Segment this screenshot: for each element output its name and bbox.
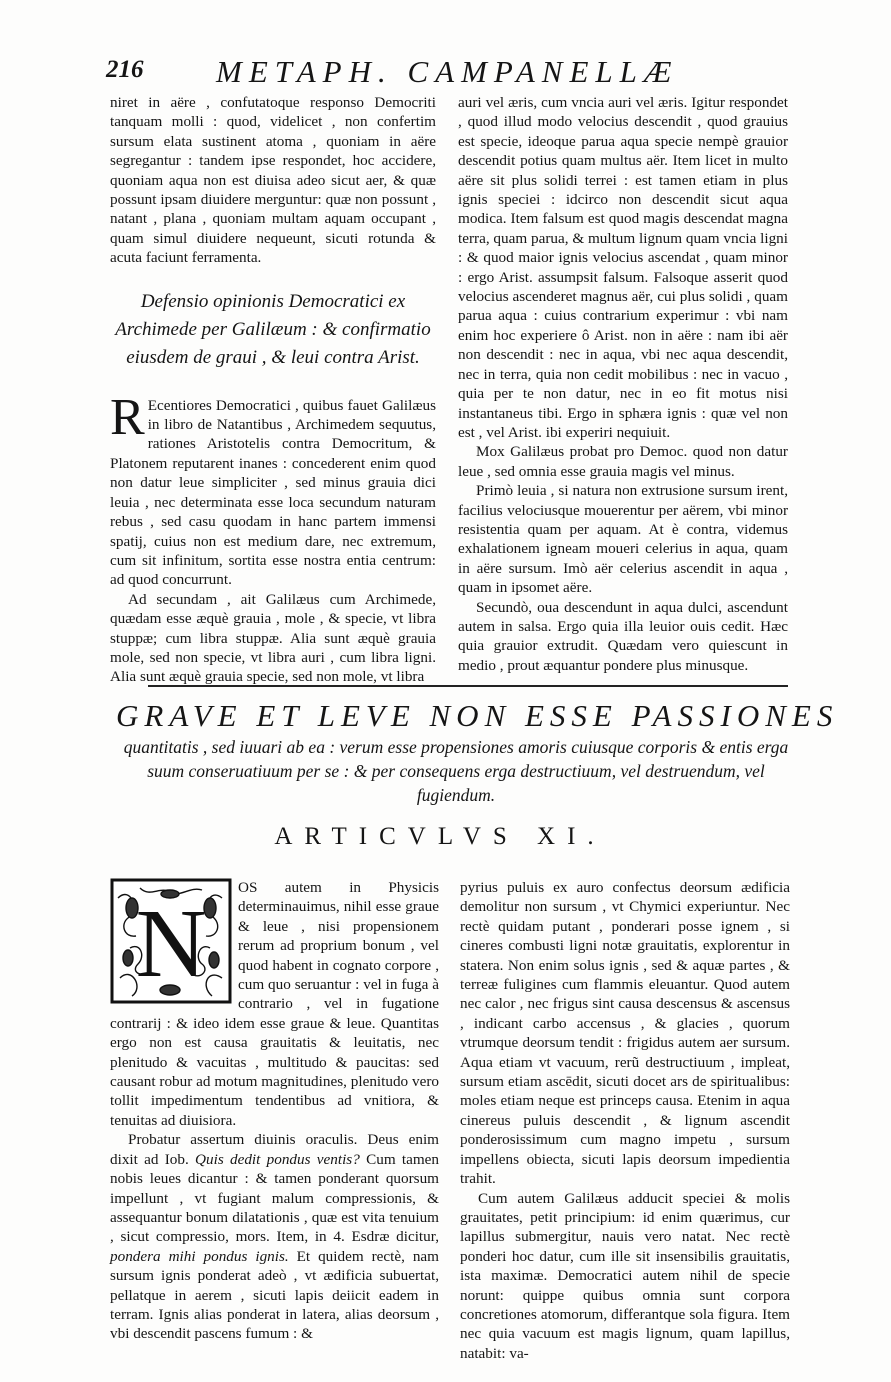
decorated-initial-n [110, 878, 232, 1004]
chapter-heading-rest: quantitatis , sed iuuari ab ea : verum esse propensiones amoris cuiusque corporis & entis erga suum conseruatiuum per se : & per consequens erga destructiuum, vel destruendum, vel fugiendum. [123, 737, 789, 805]
lower-right-column [460, 878, 790, 1363]
initial-letter: N [135, 890, 207, 998]
paragraph: Primò leuia , si natura non extrusione sursum irent, facilius velociusque mouerentur per aërem, vbi minor resistentia quam per aquam. At è contra, videmus exhalationem igneam moueri celerius in aqua, quam in aëre sursum. Imò aër celerius ascendit in aqua , quam in ipsomet aëre. [458, 482, 788, 597]
upper-right-column [458, 93, 788, 675]
text-run: Cum tamen nobis leues dicantur : & tamen ponderant quorsum impellunt , vt fugiant malum compressionis, & assequantur bonum dilatationis , quæ est vita tenuium , sicut compressio, mors. Item, in 4. Esdræ dicitur, [110, 1150, 440, 1246]
paragraph [110, 1130, 439, 1343]
ornamental-initial-icon [110, 878, 232, 1004]
paragraph: Ad secundam , ait Galilæus cum Archimede, quædam esse æquè grauia , mole , & specie, vt libra stuppæ; cum libra stuppæ. Alia sunt æquè grauia mole, sed non specie, vt libra auri , cum libra ligni. Alia sunt æquè grauia specie, sed non mole, vt libra [110, 590, 436, 686]
section-subheading: Defensio opinionis Democratici ex Archimede per Galilæum : & confirmatio eiusdem de graui , & leui contra Arist. [115, 290, 431, 368]
paragraph: Mox Galilæus probat pro Democ. quod non datur leue , sed omnia esse grauia magis vel minus. [458, 443, 788, 480]
text-run: Probatur assertum diuinis oraculis. Deus enim dixit ad Iob. [110, 1131, 439, 1168]
paragraph-text: OS autem in Physicis determinauimus, nihil esse graue & leue , nisi propensionem rerum ad proprium bonum , vel quod habent in cognato corpore , cum quo seruantur : vel in fuga à contrario , vel in fugatione contrarij : & ideo idem esse graue & leue. Quantitas ergo non est causa grauitatis & leuitatis, nec plenitudo & vacuitas , multitudo & paucitas: sed causant robur ad motum magnitudines, plenitudo vero tollit impedimentum tendentibus ad vnitiora, & tenuitas ad diuisiora. [110, 879, 439, 1129]
paragraph: Secundò, oua descendunt in aqua dulci, ascendunt autem in salsa. Ergo quia illa leuior ouis cedit. Hæc quia grauior extrudit. Quædam vero quiescunt in medio , prout æquantur pondere plus minusque. [458, 598, 788, 674]
paragraph: pyrius puluis ex auro confectus deorsum ædificia demolitur non sursum , vt Chymici experiuntur. Nec rectè quidam putant , ponderari posse ignem , si cineres combusti ligni notæ grauitatis, explorentur in statera. Non enim solus ignis , sed & aquæ partes , & terreæ fuligines cum flammis eleuantur. Quod autem nec calor , nec frigus sint causa descensus & ascensus , indicant carbo accensus , & glacies , quorum vtrumque deorsum tendit : frigidus autem aer sursum. Aqua etiam vt vacuum, rerũ destructiuum , impleat, sursum etiam ascēdit, sicuti docet ars de spiritualibus: moles etiam neque est princeps causa. Etenim in aqua cinereus puluis descendit , & lignum ascendit ponderosissimum cum magno impetu , sursum impellens obiecta, sicuti lapis deorsum impedientia trahit. [460, 879, 790, 1188]
lower-left-column [110, 878, 439, 1344]
chapter-heading-line1: GRAVE ET LEVE NON ESSE PASSIONES [116, 698, 839, 733]
paragraph: niret in aëre , confutatoque responso Democriti tanquam molli : quod, videlicet , non confertim sursum elata sustinent atoma , quoniam in aëre segregantur : tandem ipse respondet, hoc accidere, quoniam aqua non est diuisa adeo sicut aer, & quæ possunt ipsam diuidere merguntur: quæ non possunt , natant , plana , quoniam multam aquam occupant , quam simul diuidere nequeunt, sicuti rotunda & acuta faciunt ferramenta. [110, 94, 436, 267]
page-header [106, 50, 785, 90]
text-run: Et quidem rectè, nam sursum ignis ponderat adeò , vt ædificia subuertat, pellatque in aerem , sicuti lapis deiicit eadem in terram. Ignis alias ponderat in latera, alias deorsum , vbi descendit pascens fumum : & [110, 1247, 439, 1343]
scripture-quote: Quis dedit pondus ventis? [195, 1150, 360, 1168]
running-title: METAPH. CAMPANELLÆ [216, 54, 679, 89]
paragraph-text: Ecentiores Democratici , quibus fauet Galilæus in libro de Natantibus , Archimedem sequutus, rationes Aristotelis contra Democritum, & Platonem reputarent inanes : concederent enim quod non datur leue simpliciter , sed minus grauia dici leuia , nec determinata esse loca secundum naturam rebus , sed casu quodam in hanc partem immensi spatij, cuius non est medium dare, nec extremum, cum sit infinitum, sortita esse nostra entia centrum: ad quod concurrunt. [110, 396, 436, 589]
paragraph-with-dropcap [110, 388, 436, 590]
page-number: 216 [106, 56, 144, 83]
paragraph: Cum autem Galilæus adducit speciei & molis grauitates, petit principium: id enim quærimus, cur lapillus submergitur, nauis vero natat. Nec rectè ponderi hoc datur, cum ille sit insensibilis grauitatis, ista maximæ. Democratici autem nihil de specie norunt: quippe quibus omnia sunt corpora concretiones atomorum, differantque sola figura. Item nec quia vacuum est magis lignum, quam lapillus, natabit: va- [460, 1189, 790, 1362]
article-title: ARTICVLVS XI. [274, 823, 606, 850]
scripture-quote: pondera mihi pondus ignis. [110, 1247, 289, 1265]
upper-left-column [110, 93, 436, 687]
paragraph: auri vel æris, cum vncia auri vel æris. Igitur respondet , quod illud modo velocius descendit , quod grauius est specie, ideoque parua aqua specie nempè grauior descendit potius quam multus aër. Item licet in multo aëre sit plus solidi terrei : est tamen etiam in plus ignis speciei : idcirco non descendit sicut aqua modica. Item falsum est quod magis descendat magna terra, quam parua, & multum lignum quam vncia ligni : & quod maior ignis velocius ascendat , quam minor : ergo Arist. assumpsit falsum. Falsoque asserit quod velocius ascenderet magnus aër, cui plus solidi , quam parua aqua : cuius contrarium experimur : vbi nam enim hoc experiere ô Arist. non in aëre : nam ibi aër non descendit : nec in aqua, vbi nec aqua descendit, nec in terra, quia non cedit mobilibus : nec in vacuo , quia per te non datur, nec in eo fit motus nisi instantaneus tibi. Ergo in sphæra ignis : quæ vel non est , vel Arist. ibi experiri nequiuit. [458, 94, 788, 441]
horizontal-rule [148, 685, 788, 687]
paragraph-with-initial [110, 878, 439, 1130]
chapter-heading [116, 697, 839, 807]
drop-cap-letter: R [110, 388, 145, 446]
